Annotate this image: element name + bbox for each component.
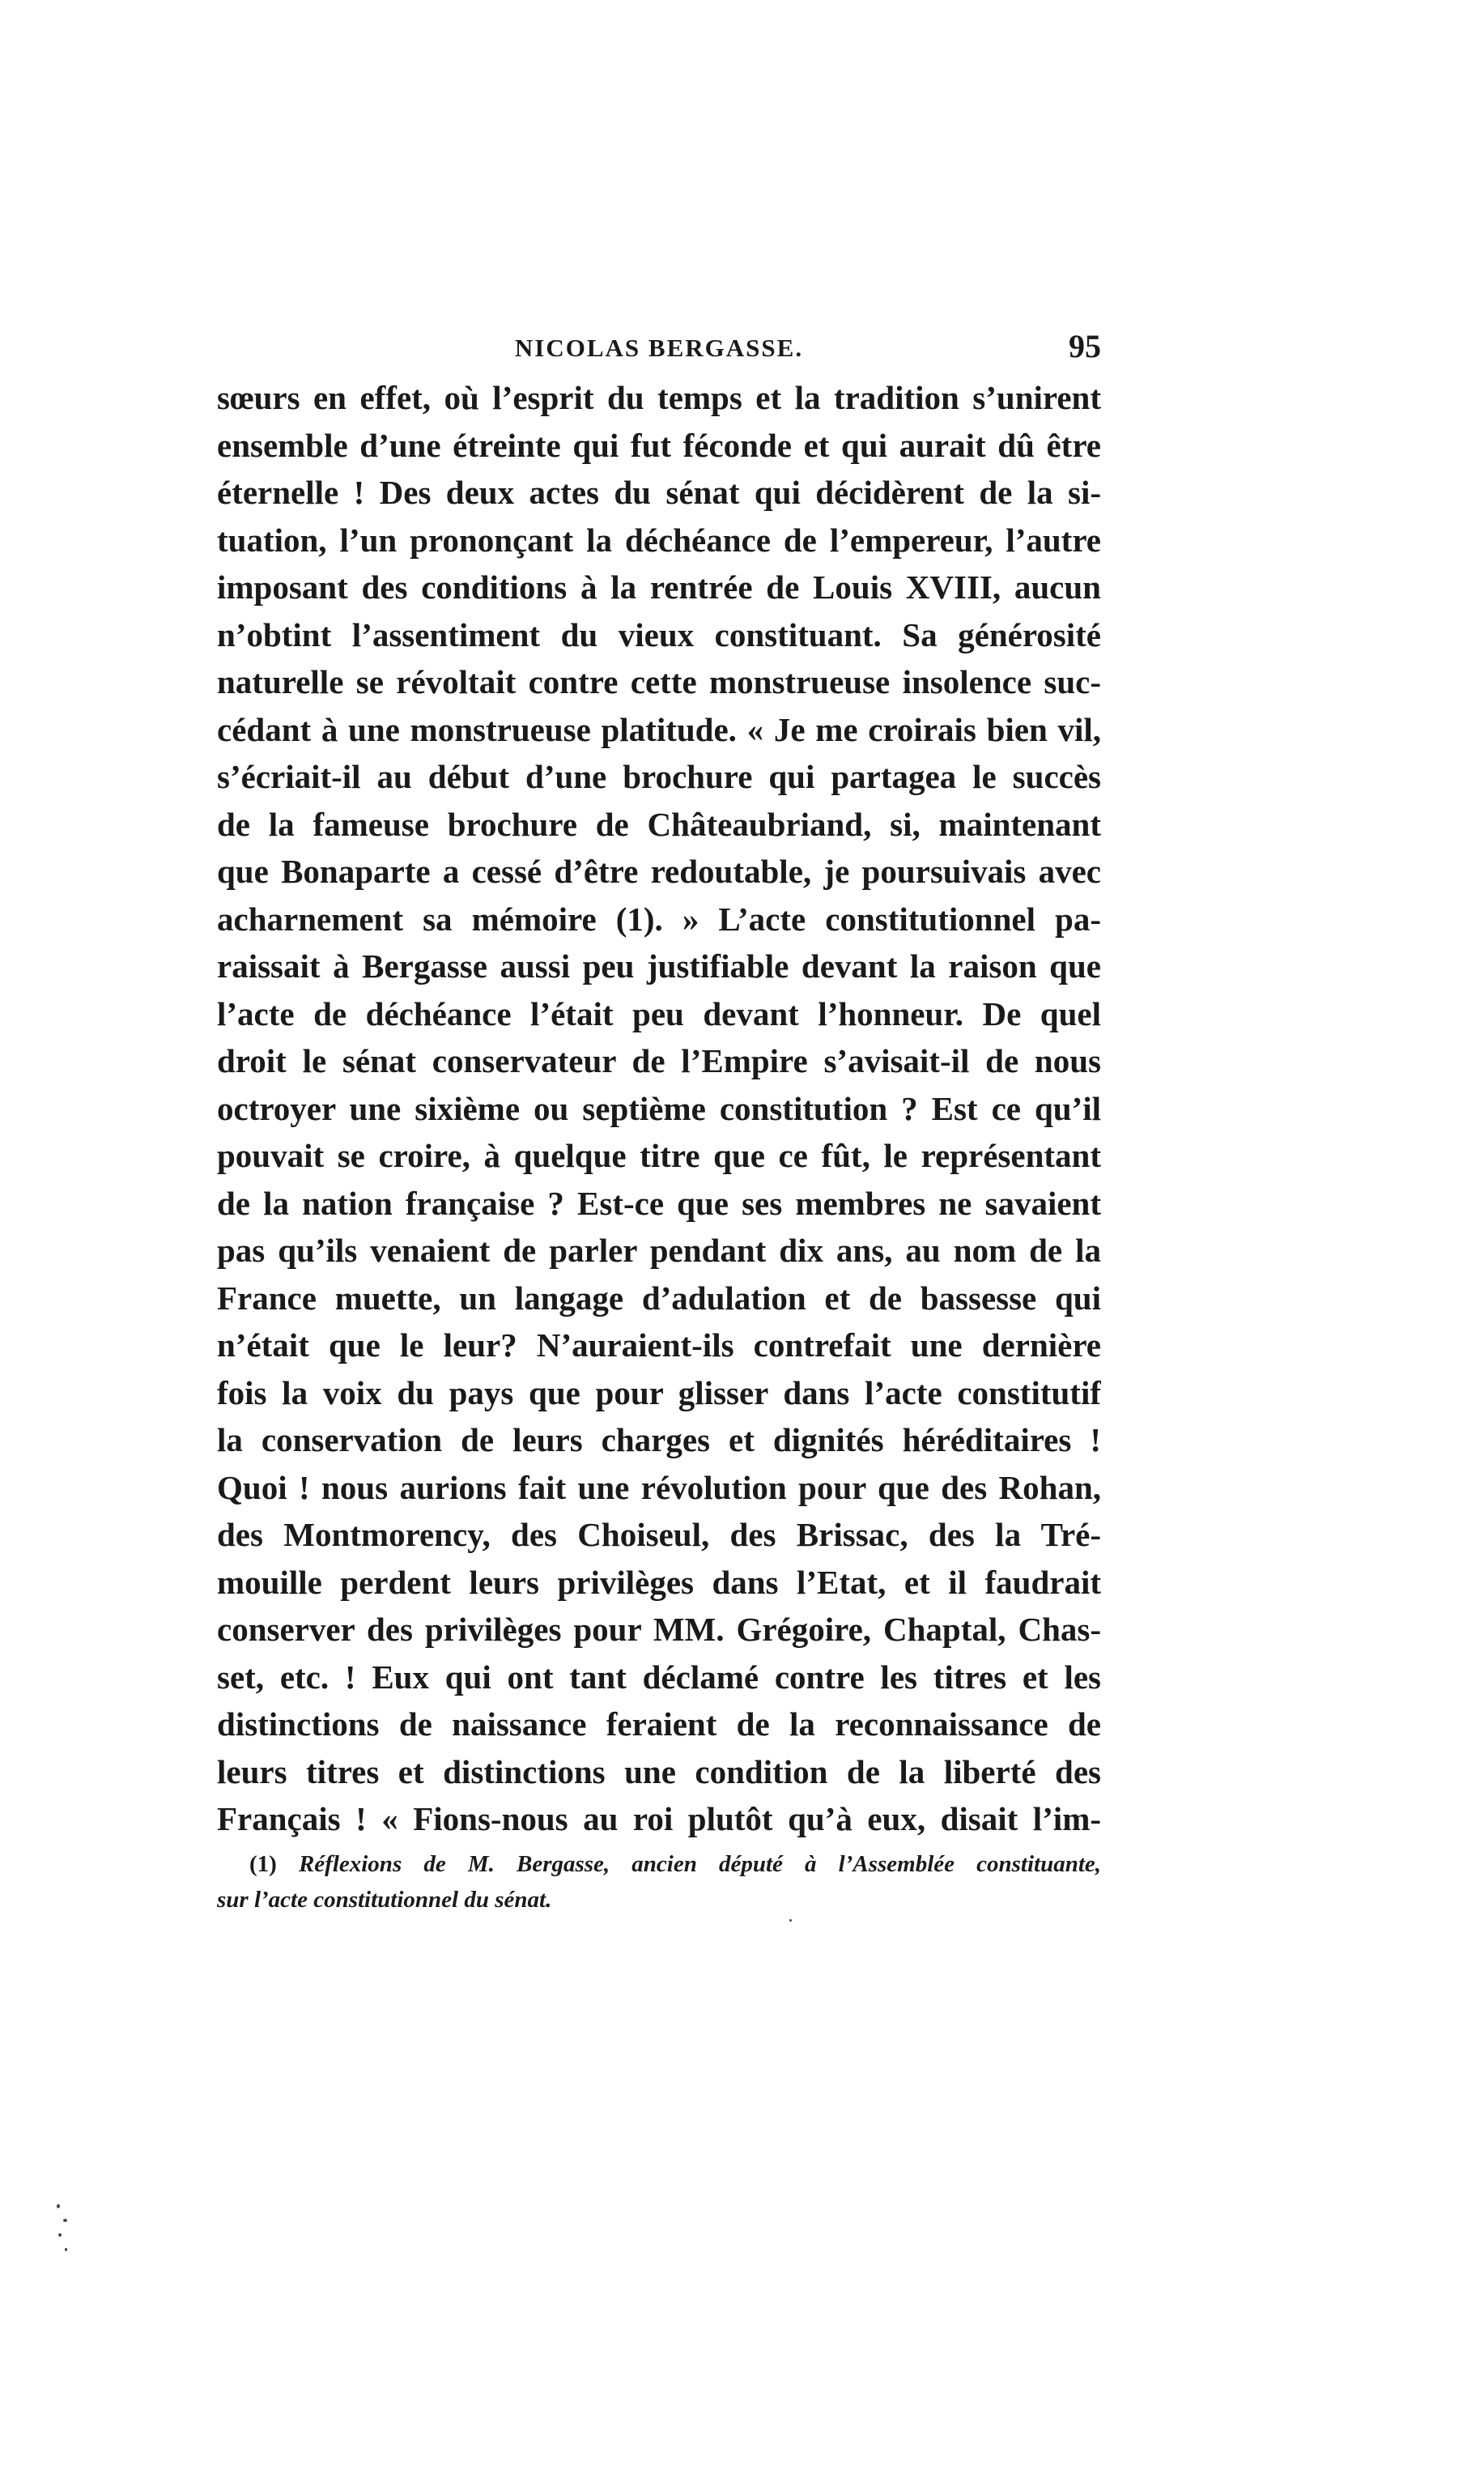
- scan-speck: [65, 2248, 67, 2251]
- text-line: n’obtint l’assentiment du vieux constituant. Sa générosité: [217, 615, 1101, 653]
- text-line: set, etc. ! Eux qui ont tant déclamé contre les titres et les: [217, 1658, 1101, 1696]
- footnote-line: [217, 1846, 1101, 1882]
- footnote-line: sur l’acte constitutionnel du sénat.: [217, 1887, 552, 1913]
- text-line: des Montmorency, des Choiseul, des Brissac, des la Tré-: [217, 1516, 1101, 1553]
- text-line: Français ! « Fions-nous au roi plutôt qu’à eux, disait l’im-: [217, 1800, 1101, 1837]
- scan-speck: [58, 2233, 62, 2237]
- text-line: acharnement sa mémoire (1). » L’acte constitutionnel pa-: [217, 900, 1101, 938]
- text-line: fois la voix du pays que pour glisser dans l’acte constitutif: [217, 1373, 1101, 1411]
- scan-speck: [57, 2204, 60, 2208]
- text-line: l’acte de déchéance l’était peu devant l’honneur. De quel: [217, 994, 1101, 1032]
- text-line: imposant des conditions à la rentrée de Louis XVIII, aucun: [217, 568, 1101, 606]
- body-text: [217, 374, 1101, 1843]
- text-line: France muette, un langage d’adulation et de bassesse qui: [217, 1279, 1101, 1317]
- text-line: de la fameuse brochure de Châteaubriand, si, maintenant: [217, 805, 1101, 843]
- page-number: 95: [1069, 328, 1101, 364]
- scan-speck: [63, 2219, 67, 2222]
- text-line: que Bonaparte a cessé d’être redoutable, je poursuivais avec: [217, 853, 1101, 890]
- text-line: Quoi ! nous aurions fait une révolution pour que des Rohan,: [217, 1468, 1101, 1506]
- footnote-text: Réflexions de M. Bergasse, ancien député à l’Assemblée constituante,: [298, 1851, 1101, 1877]
- text-line: éternelle ! Des deux actes du sénat qui décidèrent de la si-: [217, 474, 1101, 511]
- text-line: mouille perdent leurs privilèges dans l’Etat, et il faudrait: [217, 1563, 1101, 1601]
- text-line: distinctions de naissance feraient de la reconnaissance de: [217, 1705, 1101, 1743]
- text-line: naturelle se révoltait contre cette monstrueuse insolence suc-: [217, 663, 1101, 700]
- text-line: ensemble d’une étreinte qui fut féconde et qui aurait dû être: [217, 426, 1101, 464]
- text-line: tuation, l’un prononçant la déchéance de l’empereur, l’autre: [217, 521, 1101, 559]
- text-line: pouvait se croire, à quelque titre que ce fût, le représentant: [217, 1137, 1101, 1174]
- running-head: [217, 327, 1101, 372]
- text-line: sœurs en effet, où l’esprit du temps et la tradition s’unirent: [217, 379, 1101, 416]
- text-line: octroyer une sixième ou septième constitution ? Est ce qu’il: [217, 1089, 1101, 1127]
- text-line: droit le sénat conservateur de l’Empire s’avisait-il de nous: [217, 1042, 1101, 1079]
- text-line: n’était que le leur? N’auraient-ils contrefait une dernière: [217, 1326, 1101, 1364]
- running-title: NICOLAS BERGASSE.: [514, 334, 804, 362]
- text-line: raissait à Bergasse aussi peu justifiable devant la raison que: [217, 947, 1101, 985]
- footnote: [217, 1846, 1101, 1918]
- text-line: pas qu’ils venaient de parler pendant dix ans, au nom de la: [217, 1232, 1101, 1269]
- text-line: s’écriait-il au début d’une brochure qui partagea le succès: [217, 758, 1101, 795]
- text-line: cédant à une monstrueuse platitude. « Je me croirais bien vil,: [217, 710, 1101, 748]
- text-line: conserver des privilèges pour MM. Grégoire, Chaptal, Chas-: [217, 1611, 1101, 1648]
- text-line: de la nation française ? Est-ce que ses membres ne savaient: [217, 1184, 1101, 1222]
- footnote-marker: (1): [249, 1851, 277, 1877]
- scan-speck: [789, 1919, 792, 1922]
- text-line: leurs titres et distinctions une condition de la liberté des: [217, 1752, 1101, 1790]
- text-line: la conservation de leurs charges et dignités héréditaires !: [217, 1421, 1101, 1458]
